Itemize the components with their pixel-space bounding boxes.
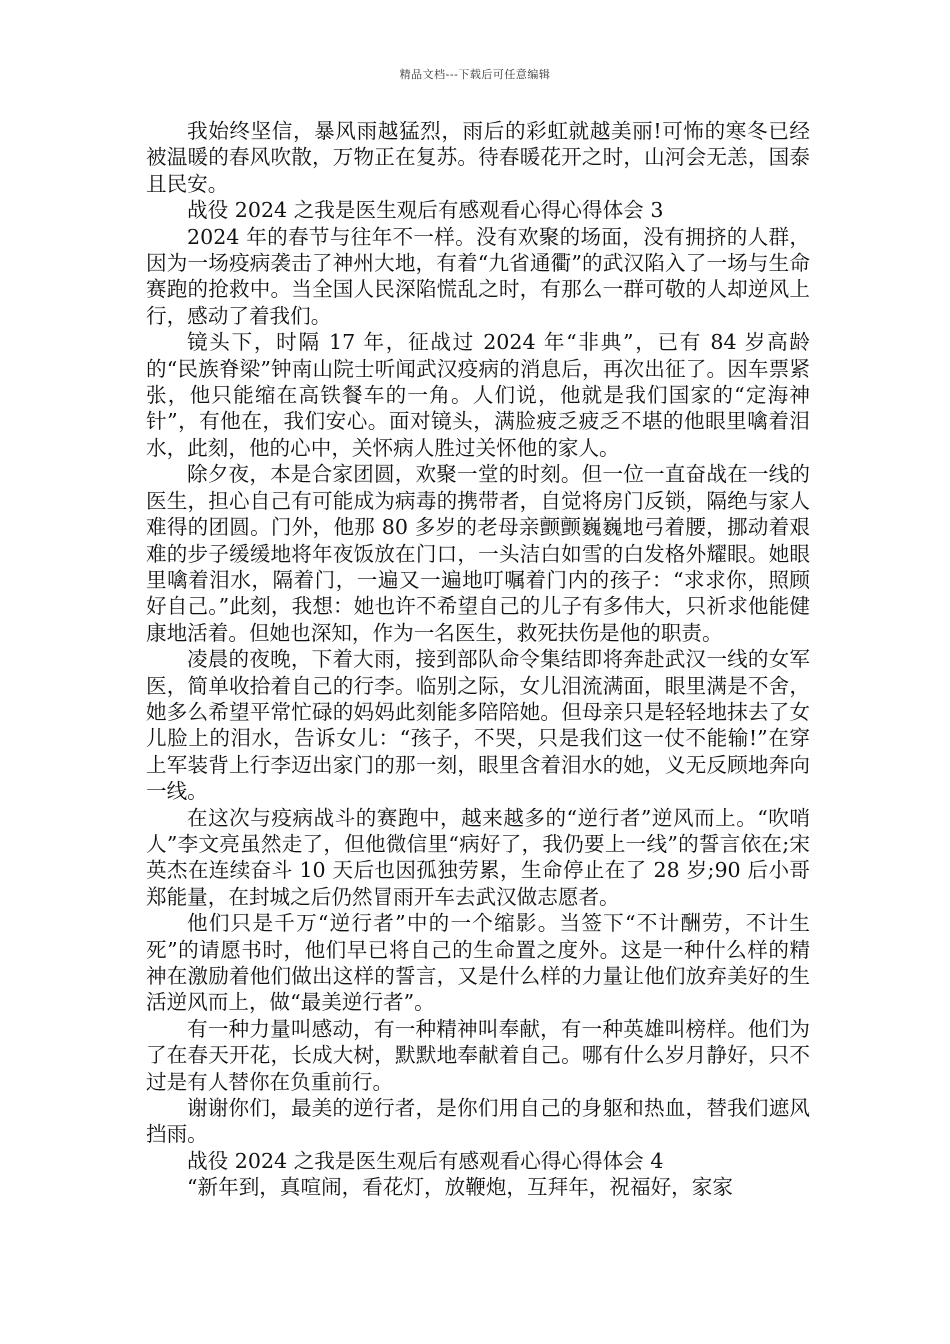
document-body (146, 118, 810, 1201)
paragraph: 凌晨的夜晚，下着大雨，接到部队命令集结即将奔赴武汉一线的女军医，简单收拾着自己的行李。临别之际，女儿泪流满面，眼里满是不舍，她多么希望平常忙碌的妈妈此刻能多陪陪她。但母亲只是轻轻地抹去了女儿脸上的泪水，告诉女儿：“孩子，不哭，只是我们这一仗不能输!”在穿上军装背上行李迈出家门的那一刻，眼里含着泪水的她，义无反顾地奔向一线。 (146, 647, 810, 804)
paragraph: 镜头下，时隔 17 年，征战过 2024 年“非典”，已有 84 岁高龄的“民族脊梁”钟南山院士听闻武汉疫病的消息后，再次出征了。因车票紧张，他只能缩在高铁餐车的一角。人们说，他就是我们国家的“定海神针”，有他在，我们安心。面对镜头，满脸疲乏疲乏不堪的他眼里噙着泪水，此刻，他的心中，关怀病人胜过关怀他的家人。 (146, 330, 810, 460)
section-heading: 战役 2024 之我是医生观后有感观看心得心得体会 3 (187, 198, 664, 223)
paragraph: 他们只是千万“逆行者”中的一个缩影。当签下“不计酬劳，不计生死”的请愿书时，他们早已将自己的生命置之度外。这是一种什么样的精神在激励着他们做出这样的誓言，又是什么样的力量让他们放弃美好的生活逆风而上，做“最美逆行者”。 (146, 911, 810, 1015)
section-heading: 战役 2024 之我是医生观后有感观看心得心得体会 4 (187, 1148, 664, 1173)
paragraph: 我始终坚信，暴风雨越猛烈，雨后的彩虹就越美丽!可怖的寒冬已经被温暖的春风吹散，万物正在复苏。待春暖花开之时，山河会无恙，国泰且民安。 (146, 119, 810, 196)
paragraph: “新年到，真喧闹，看花灯，放鞭炮，互拜年，祝福好，家家 (187, 1175, 733, 1200)
paragraph: 2024 年的春节与往年不一样。没有欢聚的场面，没有拥挤的人群，因为一场疫病袭击了神州大地，有着“九省通衢”的武汉陷入了一场与生命赛跑的抢救中。当全国人民深陷慌乱之时，有那么一群可敬的人却逆风上行，感动了着我们。 (146, 224, 810, 328)
paragraph: 有一种力量叫感动，有一种精神叫奉献，有一种英雄叫榜样。他们为了在春天开花，长成大树，默默地奉献着自己。哪有什么岁月静好，只不过是有人替你在负重前行。 (146, 1016, 810, 1094)
paragraph: 除夕夜，本是合家团圆，欢聚一堂的时刻。但一位一直奋战在一线的医生，担心自己有可能成为病毒的携带者，自觉将房门反锁，隔绝与家人难得的团圆。门外，他那 80 多岁的老母亲颤颤巍巍地弓着腰，挪动着艰难的步子缓缓地将年夜饭放在门口，一头洁白如雪的白发格外耀眼。她眼里噙着泪水，隔着门，一遍又一遍地叮嘱着门内的孩子：“求求你，照顾好自己。”此刻，我想：她也许不希望自己的儿子有多伟大，只祈求他能健康地活着。但她也深知，作为一名医生，救死扶伤是他的职责。 (146, 462, 810, 645)
paragraph: 谢谢你们，最美的逆行者，是你们用自己的身躯和热血，替我们遮风挡雨。 (146, 1096, 810, 1147)
page-header: 精品文档---下载后可任意编辑 (399, 68, 551, 81)
paragraph: 在这次与疫病战斗的赛跑中，越来越多的“逆行者”逆风而上。“吹哨人”李文亮虽然走了，但他微信里“病好了，我仍要上一线”的誓言依在;宋英杰在连续奋斗 10 天后也因孤独劳累，生命停止在了 28 岁;90 后小哥郑能量，在封城之后仍然冒雨开车去武汉做志愿者。 (146, 805, 810, 909)
